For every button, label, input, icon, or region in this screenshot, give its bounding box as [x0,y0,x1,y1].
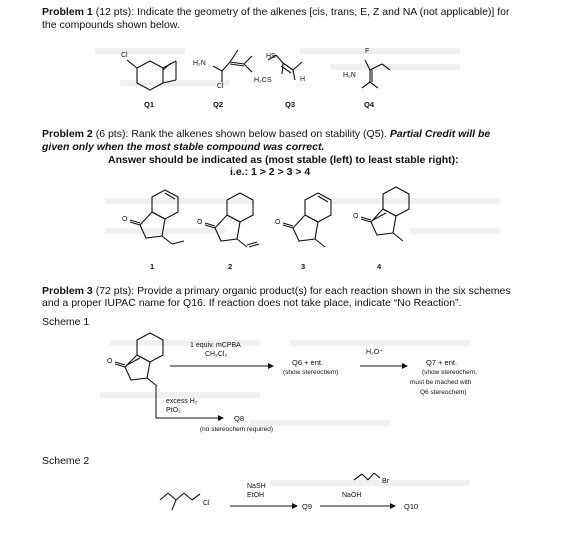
compound-3-label: 3 [301,262,306,271]
problem2-example: i.e.: 1 > 2 > 3 > 4 [230,166,311,178]
compound-1-label: 1 [150,262,155,271]
q3-label: Q3 [285,100,296,109]
product-q8: Q8 [234,414,245,423]
atom-cl: Cl [203,500,210,507]
product-q9: Q9 [302,502,313,511]
reagent-mcpba: 1 equiv. mCPBA [190,342,241,349]
problem3-heading-line2: and a proper IUPAC name for Q16. If reaction does not take place, indicate “No Reaction”. [42,297,462,309]
reagent-h3o: H₃O⁺ [366,349,384,356]
reagent-naoh: NaOH [342,492,362,499]
problem2-line3: Answer should be indicated as (most stable (left) to least stable right): [108,154,459,166]
q4-label: Q4 [364,100,375,109]
product-q7-note: Q6 stereochem) [420,389,467,396]
atom-h3cs: H₃CS [254,77,272,84]
atom-o: O [197,219,203,226]
atom-cl: Cl [217,83,224,90]
reagent-excess-h2: excess H₂ [166,398,198,405]
atom-o: O [122,216,128,223]
reagent-ch2cl2: CH₂Cl₂ [205,351,228,358]
compound-2-label: 2 [228,262,233,271]
atom-h: H [300,76,306,83]
atom-o: O [353,213,359,220]
scheme1-label: Scheme 1 [42,316,90,328]
compound-4-label: 4 [377,262,382,271]
product-q7-note: (show stereochem, [422,369,477,376]
product-q10: Q10 [404,502,419,511]
problem3-heading: Problem 3 (72 pts): Provide a primary organic product(s) for each reaction shown in the six schemes [42,285,511,297]
product-q6: Q6 + ent. [292,358,324,367]
scheme2-label: Scheme 2 [42,455,90,467]
atom-br: Br [382,478,389,485]
reagent-pto2: PtO₂ [166,407,181,414]
atom-cl: Cl [121,52,128,59]
atom-h2n: H₂N [193,60,206,67]
atom-h2n: H₂N [343,72,356,79]
atom-o: O [275,219,281,226]
atom-hs: HS [266,53,276,60]
problem2-line2: given only when the most stable compound was correct. [42,141,325,153]
q1-label: Q1 [144,100,155,109]
product-q8-note: (no stereochem required) [200,426,273,433]
q2-label: Q2 [213,100,224,109]
product-q6-note: (show stereochem) [283,369,339,376]
atom-o: O [107,358,113,365]
product-q7-note: must be mached with [410,379,472,386]
reagent-nash: NaSH [247,483,266,490]
product-q7: Q7 + ent. [426,358,458,367]
problem1-heading-line2: the compounds shown below. [42,19,180,31]
problem2-heading: Problem 2 (6 pts): Rank the alkenes shown below based on stability (Q5). Partial Credit will be [42,128,491,140]
atom-f: F [365,48,370,55]
reagent-etoh: EtOH [247,492,265,499]
problem1-heading: Problem 1 (12 pts): Indicate the geometry of the alkenes [cis, trans, E, Z and NA (not applicable)] for [42,6,510,18]
